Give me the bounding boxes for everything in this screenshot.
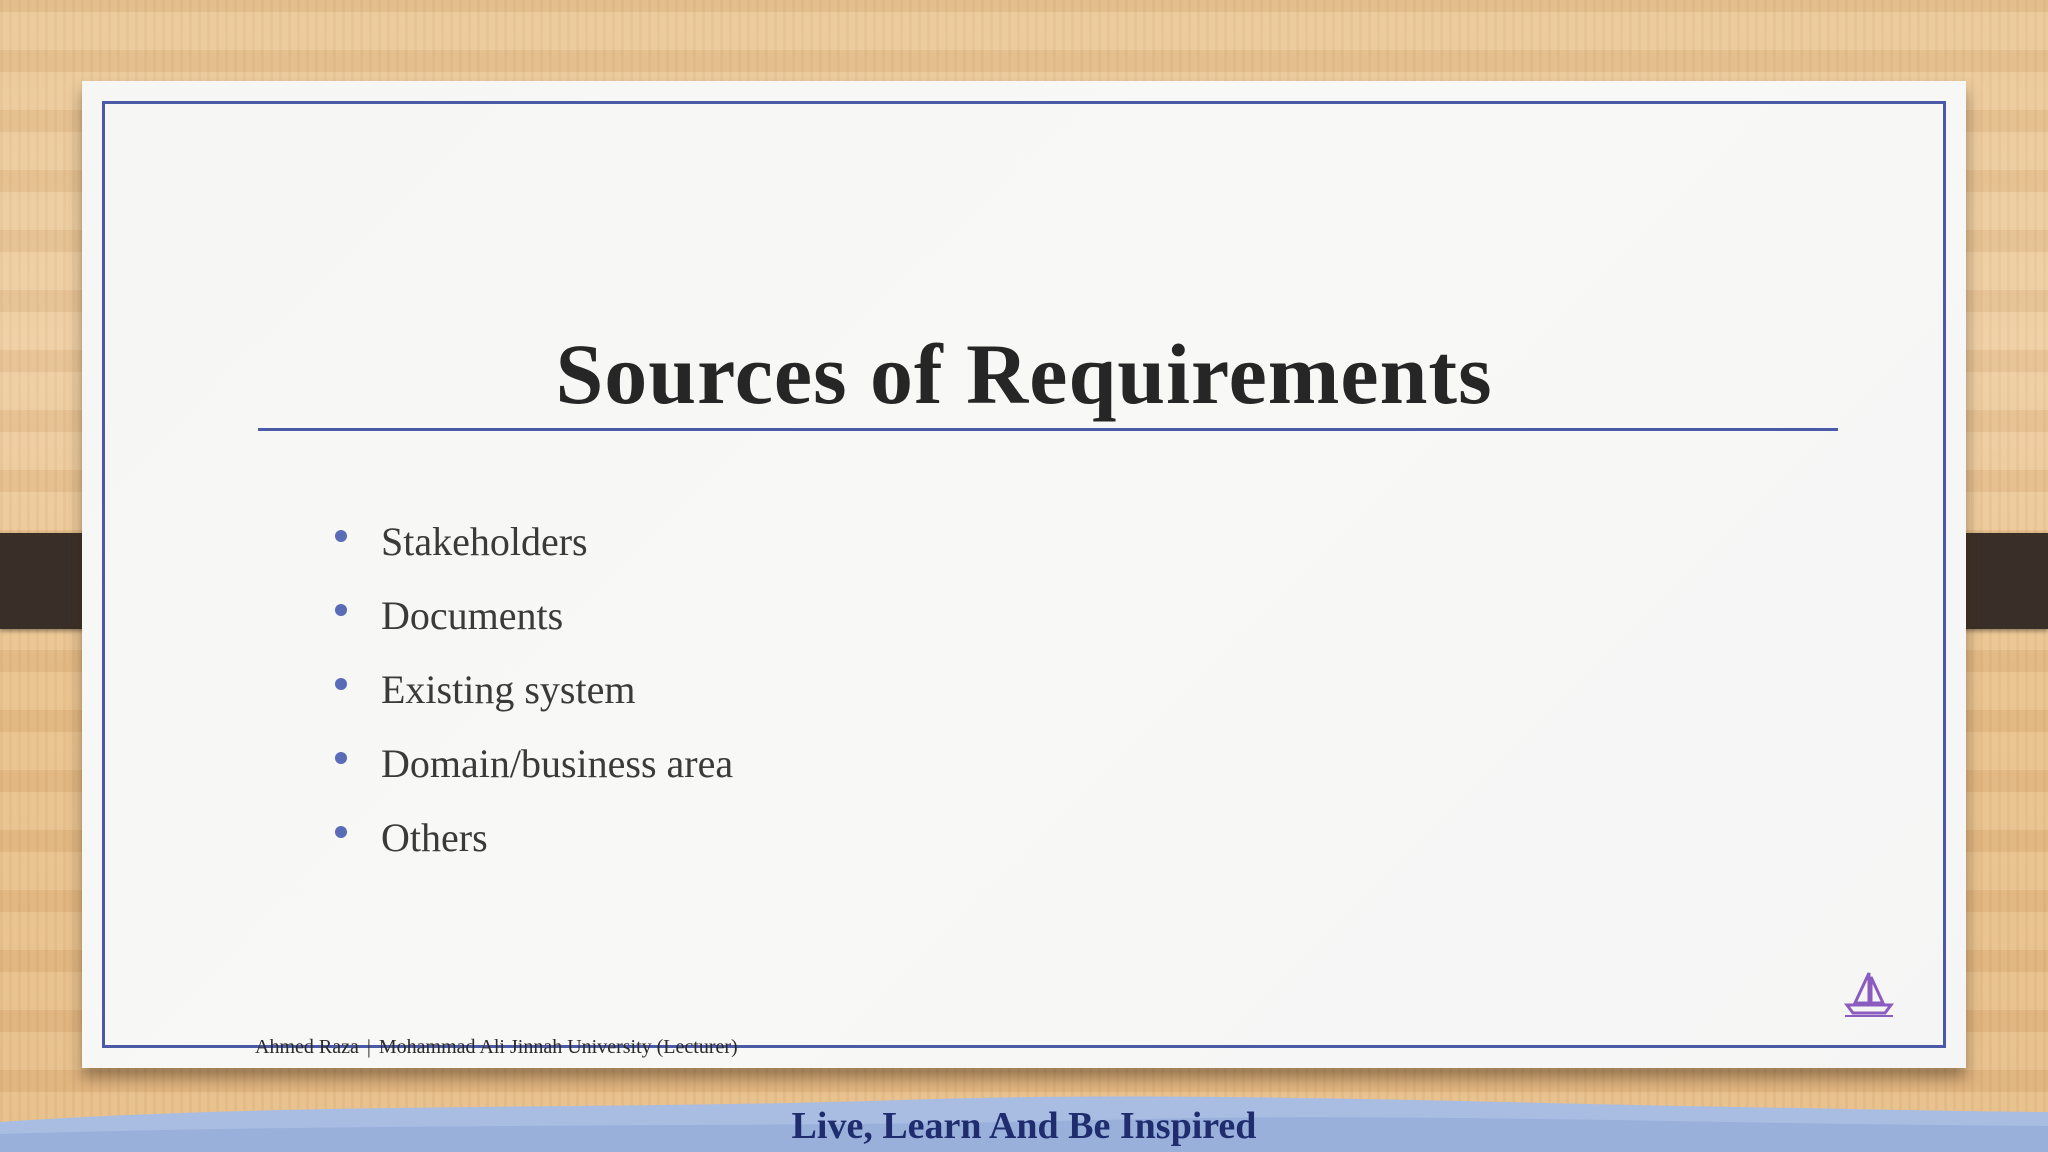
- slide-frame: [102, 101, 1946, 1058]
- bullet-text: Stakeholders: [381, 519, 588, 564]
- title-divider: [258, 428, 1838, 431]
- footer-author: Ahmed Raza: [255, 1036, 359, 1058]
- list-item: [335, 741, 734, 818]
- list-item: [335, 667, 733, 744]
- list-item: [335, 815, 733, 892]
- bullet-icon: [335, 752, 347, 764]
- bullet-icon: [335, 604, 347, 616]
- bullet-text: Domain/business area: [381, 741, 734, 786]
- footer-separator: |: [366, 1036, 371, 1058]
- bullet-text: Existing system: [381, 667, 636, 712]
- bullet-icon: [335, 678, 347, 690]
- list-item: [335, 519, 733, 596]
- slide-footer: [255, 1036, 738, 1059]
- bullet-icon: [335, 826, 347, 838]
- sailboat-icon: [1843, 969, 1895, 1017]
- slide-paper: [82, 81, 1966, 1068]
- slide-title: Sources of Requirements: [555, 326, 1493, 422]
- motto-text: Live, Learn And Be Inspired: [791, 1105, 1257, 1147]
- bullet-text: Others: [381, 815, 488, 860]
- bullet-text: Documents: [381, 593, 564, 638]
- footer-affiliation: Mohammad Ali Jinnah University (Lecturer): [378, 1036, 738, 1058]
- list-item: [335, 593, 733, 670]
- bullet-icon: [335, 530, 347, 542]
- bullet-list: [335, 519, 734, 892]
